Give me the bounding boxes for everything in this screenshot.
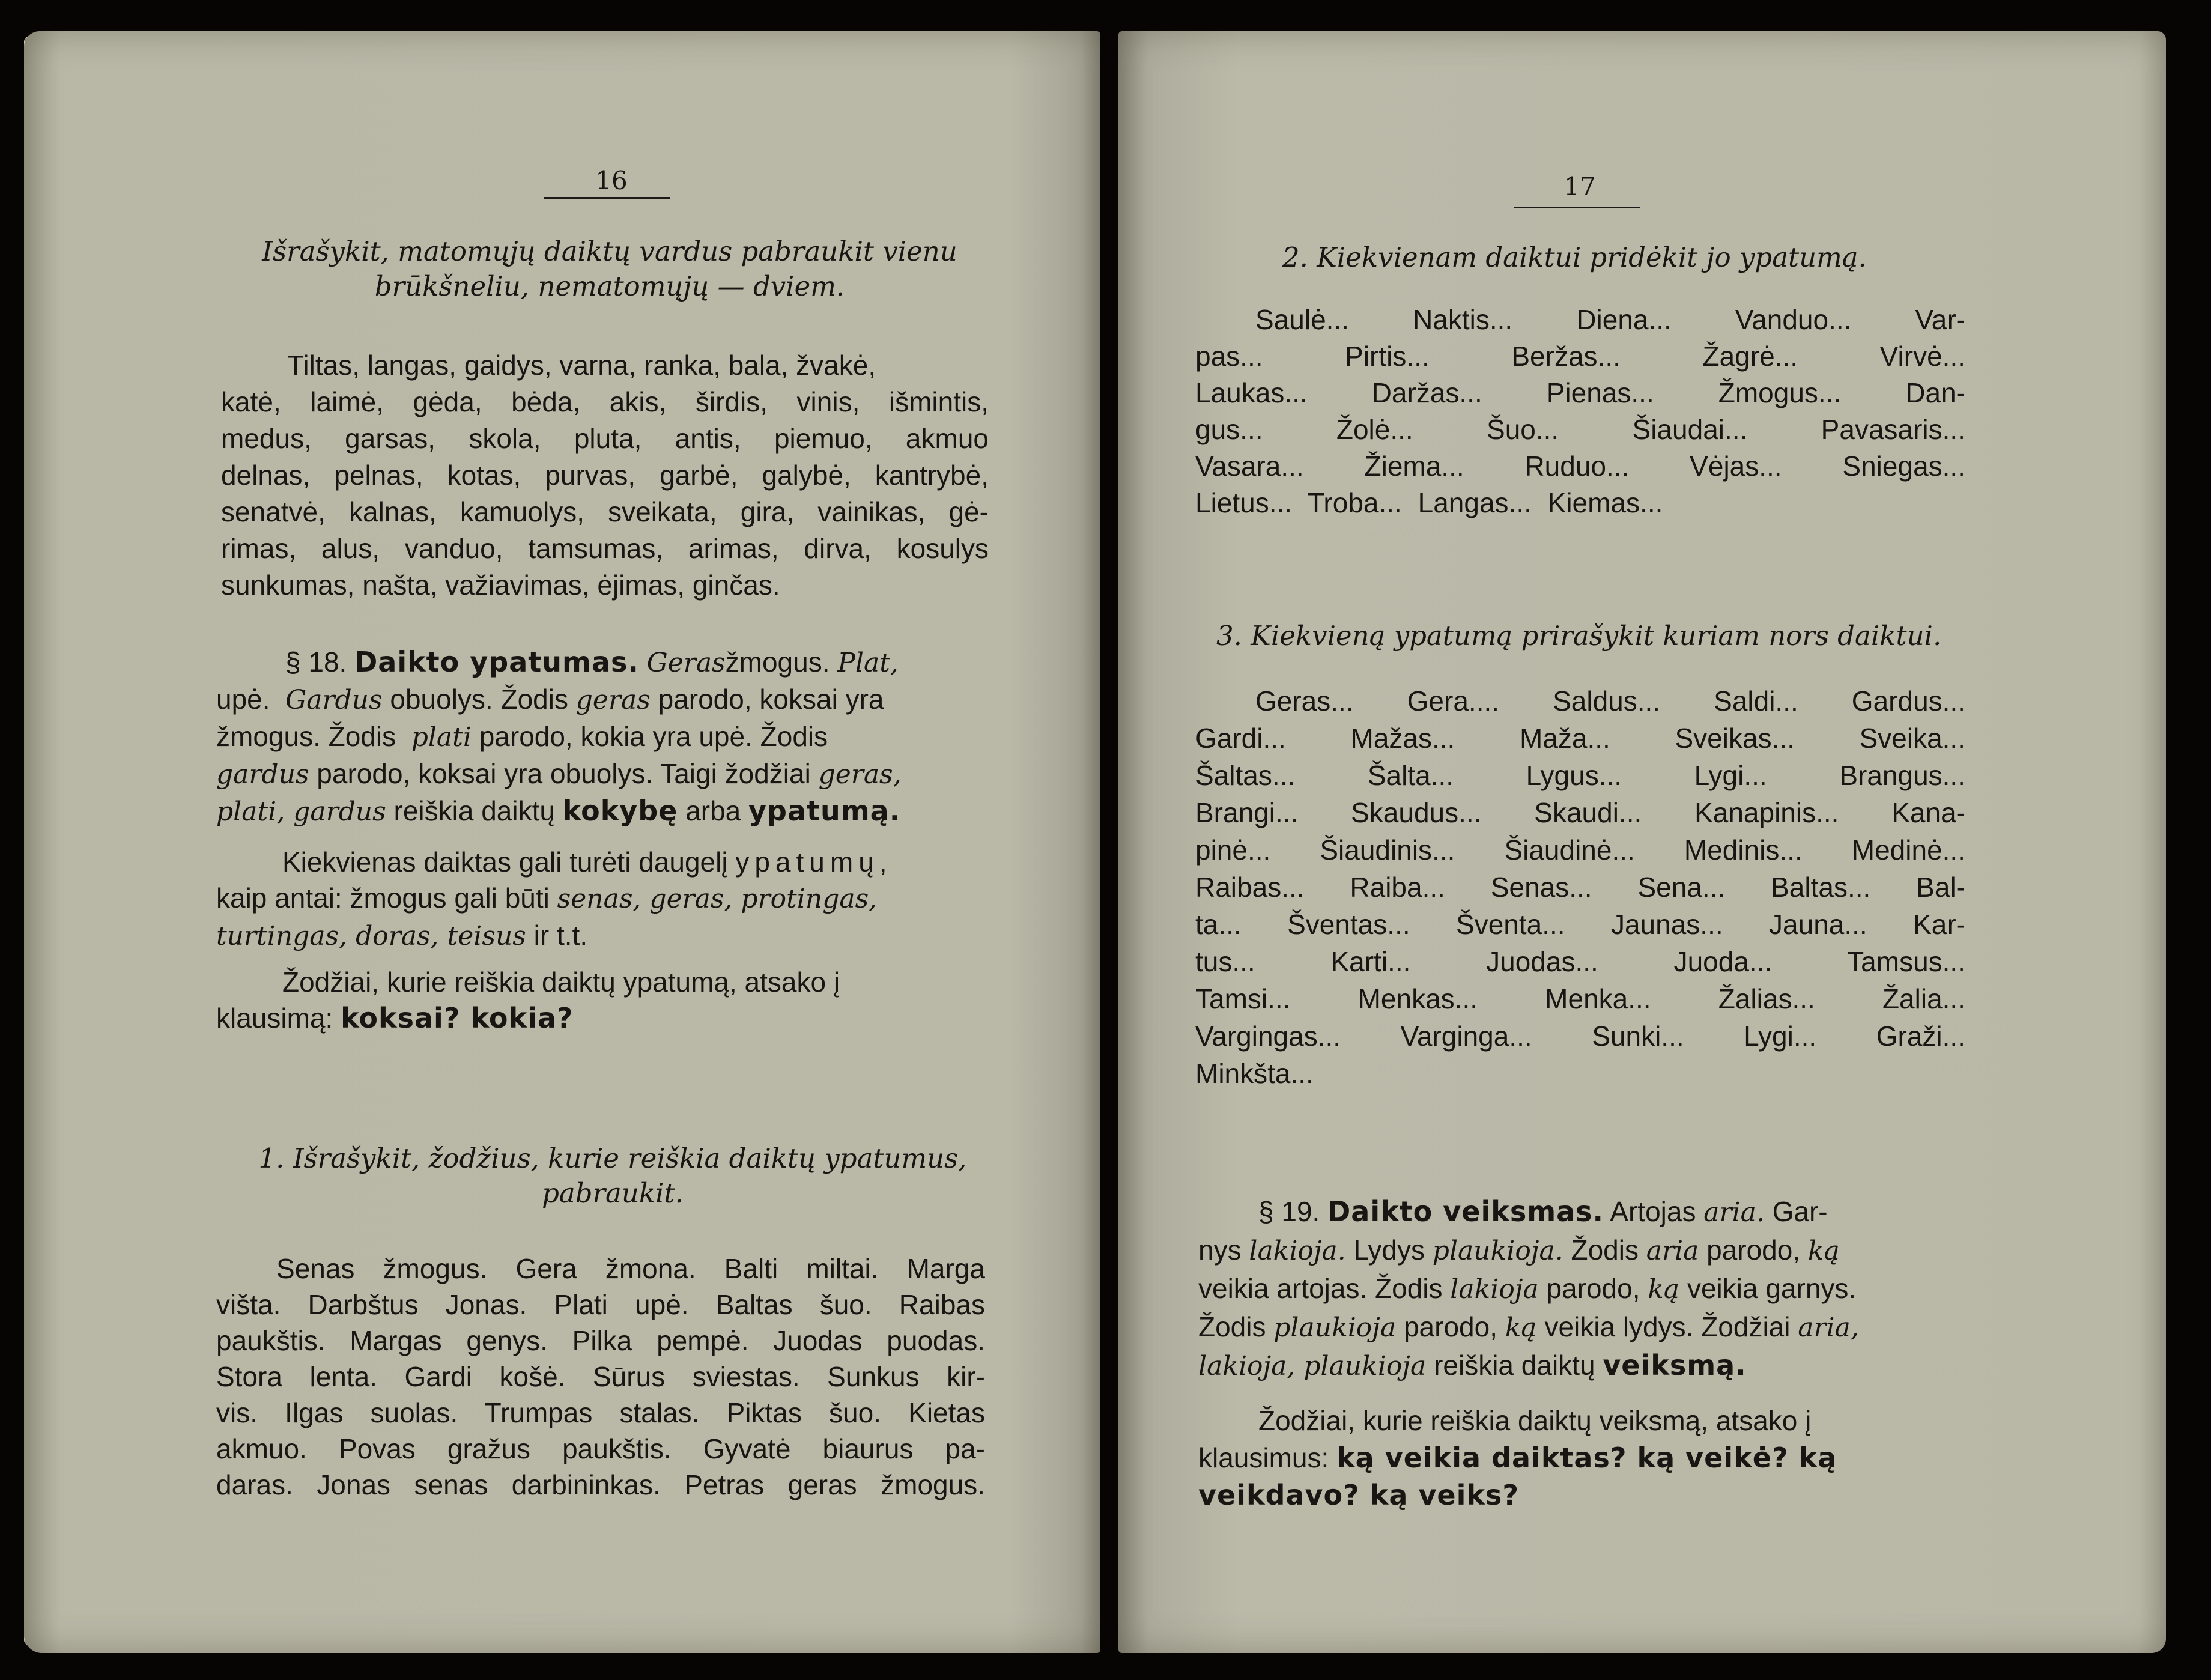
text-line: daras. Jonas senas darbininkas. Petras geras žmogus. — [216, 1469, 985, 1500]
italic-word: ką — [1807, 1236, 1840, 1266]
text-line: Vargingas... Varginga... Sunki... Lygi... Graži... — [1195, 1020, 1965, 1052]
text-span: arba — [685, 795, 741, 826]
text-span: upė. — [216, 684, 270, 715]
italic-word: ką — [1505, 1312, 1537, 1343]
text-line: delnas, pelnas, kotas, purvas, garbė, galybė, kantrybė, — [221, 459, 989, 491]
text-line: pinė... Šiaudinis... Šiaudinė... Medinis... Medinė... — [1195, 834, 1965, 866]
instruction-line: brūkšneliu, nematomųjų — dviem. — [374, 270, 845, 302]
page-number-17: 17 — [1563, 172, 1596, 201]
italic-word: ką — [1648, 1274, 1680, 1305]
exercise-1-heading — [240, 1141, 985, 1211]
word-list-paragraph — [221, 347, 989, 604]
page-number-16: 16 — [595, 166, 628, 195]
text-line: vis. Ilgas suolas. Trumpas stalas. Piktas šuo. Kietas — [216, 1397, 985, 1428]
text-line: senatvė, kalnas, kamuolys, sveikata, gira, vainikas, gė- — [221, 496, 989, 527]
italic-word: Geras — [646, 647, 726, 678]
text-line: Stora lenta. Gardi košė. Sūrus sviestas. Sunkus kir- — [216, 1361, 985, 1392]
section-title: Daikto ypatumas. — [354, 646, 639, 678]
text-line: katė, laimė, gėda, bėda, akis, širdis, vinis, išmintis, — [221, 386, 989, 417]
italic-word: Plat, — [837, 647, 899, 678]
text-span: Žodis — [1571, 1234, 1639, 1266]
italic-word: aria, — [1798, 1312, 1859, 1343]
text-span: parodo, — [1546, 1273, 1640, 1304]
text-line: akmuo. Povas gražus paukštis. Gyvatė biaurus pa- — [216, 1433, 985, 1464]
text-line: paukštis. Margas genys. Pilka pempė. Juodas puodas. — [216, 1325, 985, 1356]
text-line: višta. Darbštus Jonas. Plati upė. Baltas šuo. Raibas — [216, 1289, 985, 1320]
spaced-word: ypatumų, — [735, 846, 893, 878]
text-span: veikia garnys. — [1687, 1273, 1857, 1304]
italic-word: senas, geras, protingas, — [557, 884, 878, 914]
paragraph-features — [216, 844, 985, 954]
italic-word: plati — [411, 722, 472, 753]
bold-term: ką veikia daiktas? ką veikė? ką — [1336, 1442, 1837, 1474]
exercise-line: 1. Išrašykit, žodžius, kurie reiškia daiktų ypatumus, — [258, 1142, 967, 1174]
page-number-rule — [1514, 207, 1640, 208]
section-18 — [216, 644, 985, 830]
exercise-line: pabraukit. — [542, 1177, 684, 1209]
italic-word: aria — [1646, 1236, 1699, 1266]
text-span: Žodis — [1198, 1311, 1266, 1342]
bold-term: kokybę — [562, 795, 678, 827]
text-line: pas... Pirtis... Beržas... Žagrė... Virvė... — [1195, 341, 1965, 372]
text-line: Lietus... Troba... Langas... Kiemas... — [1195, 487, 1663, 518]
paragraph-question — [216, 964, 985, 1036]
text-line: Minkšta... — [1195, 1058, 1314, 1089]
exercise-3-heading: 3. Kiekvieną ypatumą prirašykit kuriam nors daiktui. — [1216, 620, 1942, 652]
bold-term: veiksmą. — [1603, 1349, 1747, 1381]
section-19 — [1198, 1193, 1967, 1385]
text-span: klausimus: — [1198, 1442, 1329, 1473]
italic-word: gardus — [216, 759, 309, 790]
bold-term: koksai? kokia? — [341, 1002, 574, 1034]
section-number: § 19. — [1258, 1196, 1320, 1227]
text-line: sunkumas, našta, važiavimas, ėjimas, ginčas. — [221, 569, 780, 601]
text-line: Žodžiai, kurie reiškia daiktų veiksmą, atsako į — [1258, 1405, 1812, 1436]
italic-word: geras — [575, 685, 651, 715]
italic-word: lakioja, plaukioja — [1198, 1351, 1427, 1381]
italic-word: lakioja. — [1249, 1236, 1346, 1266]
text-span: parodo, kokia yra upė. Žodis — [479, 721, 828, 752]
exercise-2-heading: 2. Kiekvienam daiktui pridėkit jo ypatumą. — [1282, 241, 1867, 273]
text-span: klausimą: — [216, 1002, 333, 1034]
text-line: Šaltas... Šalta... Lygus... Lygi... Brangus... — [1195, 760, 1965, 791]
italic-word: turtingas, doras, teisus — [216, 921, 526, 951]
text-span: veikia lydys. Žodžiai — [1544, 1311, 1791, 1342]
text-line: Geras... Gera.... Saldus... Saldi... Gardus... — [1255, 685, 1965, 717]
italic-word: aria. — [1703, 1197, 1765, 1228]
instruction-line: Išrašykit, matomųjų daiktų vardus pabraukit vienu — [262, 235, 957, 267]
instruction-top — [222, 234, 997, 304]
text-span: parodo, koksai yra — [658, 684, 884, 715]
paragraph-action-question — [1198, 1402, 1967, 1514]
page-number-rule — [544, 197, 670, 199]
bold-term: ypatumą. — [748, 795, 901, 827]
text-line: Laukas... Daržas... Pienas... Žmogus... Dan- — [1195, 377, 1965, 408]
italic-word: plati, gardus — [216, 796, 386, 827]
text-span: kaip antai: žmogus gali būti — [216, 882, 550, 914]
text-line: tus... Karti... Juodas... Juoda... Tamsus... — [1195, 946, 1965, 977]
text-span: veikia artojas. Žodis — [1198, 1273, 1443, 1304]
text-line: rimas, alus, vanduo, tamsumas, arimas, dirva, kosulys — [221, 533, 989, 564]
text-span: žmogus. Žodis — [216, 721, 396, 752]
italic-word: plaukioja — [1273, 1312, 1397, 1343]
bold-term: veikdavo? ką veiks? — [1198, 1479, 1520, 1511]
text-span: parodo, koksai yra obuolys. Taigi žodžiai — [317, 758, 811, 789]
text-line: Tiltas, langas, gaidys, varna, ranka, bala, žvakė, — [287, 350, 876, 381]
text-line: Tamsi... Menkas... Menka... Žalias... Žalia... — [1195, 983, 1965, 1014]
text-line: Žodžiai, kurie reiškia daiktų ypatumą, atsako į — [282, 966, 840, 998]
text-line: Senas žmogus. Gera žmona. Balti miltai. Marga — [276, 1253, 985, 1284]
italic-word: Gardus — [285, 685, 383, 715]
text-line: gus... Žolė... Šuo... Šiaudai... Pavasaris... — [1195, 414, 1965, 445]
text-line: Raibas... Raiba... Senas... Sena... Baltas... Bal- — [1195, 872, 1965, 903]
italic-word: lakioja — [1450, 1274, 1539, 1305]
text-span: Lydys — [1353, 1234, 1425, 1266]
text-span: parodo, — [1403, 1311, 1497, 1342]
text-span: reiškia daiktų — [393, 795, 555, 826]
text-line: ta... Šventas... Šventa... Jaunas... Jauna... Kar- — [1195, 909, 1965, 940]
exercise-2-text — [1195, 302, 1965, 521]
exercise-3-text — [1195, 682, 1965, 1092]
text-line: Vasara... Žiema... Ruduo... Vėjas... Sniegas... — [1195, 450, 1965, 482]
text-span: nys — [1198, 1234, 1242, 1266]
text-line: Saulė... Naktis... Diena... Vanduo... Var- — [1255, 304, 1965, 335]
text-span: ir t.t. — [533, 920, 588, 951]
italic-word: geras, — [818, 759, 902, 790]
text-line: medus, garsas, skola, pluta, antis, piemuo, akmuo — [221, 423, 989, 454]
text-span: obuolys. Žodis — [390, 684, 568, 715]
text-span: reiškia daiktų — [1434, 1350, 1595, 1381]
text-span: Gar- — [1772, 1196, 1828, 1227]
text-line: Brangi... Skaudus... Skaudi... Kanapinis... Kana- — [1195, 797, 1965, 828]
exercise-1-text — [216, 1251, 985, 1503]
section-number: § 18. — [285, 646, 347, 678]
text-span: parodo, — [1706, 1234, 1801, 1266]
text-span: Artojas — [1610, 1196, 1696, 1227]
text-span: Kiekvienas daiktas gali turėti daugelį — [282, 846, 728, 878]
text-line: Gardi... Mažas... Maža... Sveikas... Sveika... — [1195, 723, 1965, 754]
section-title: Daikto veiksmas. — [1327, 1195, 1604, 1228]
text-span: žmogus. — [725, 646, 830, 678]
italic-word: plaukioja. — [1432, 1236, 1563, 1266]
